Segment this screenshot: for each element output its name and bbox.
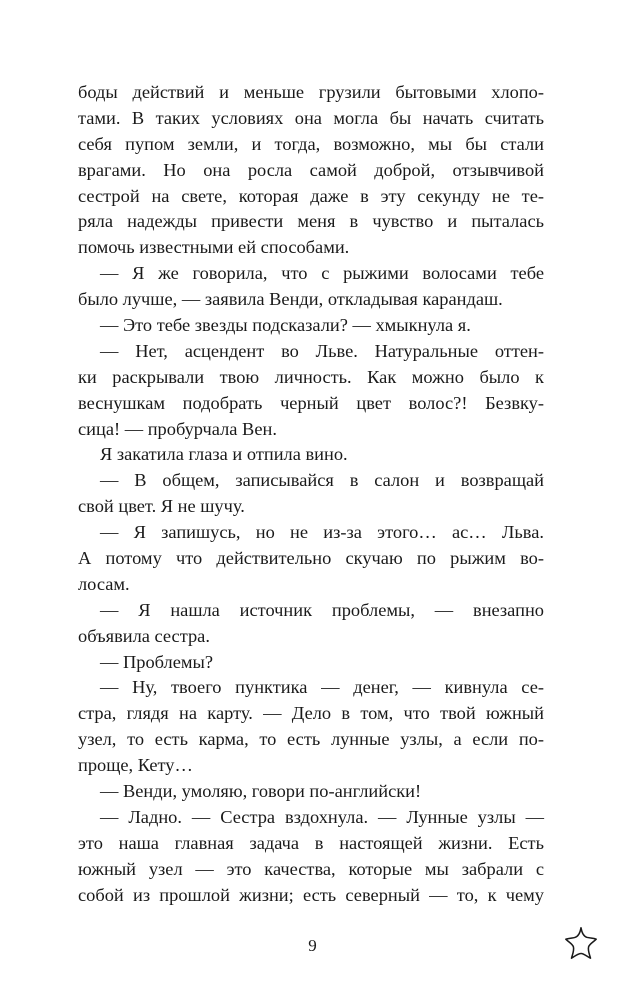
text-line: — Нет, асцендент во Льве. Натуральные оттен- [100, 340, 544, 361]
text-line: Я закатила глаза и отпила вино. [100, 444, 348, 465]
text-line: проще, Кету… [78, 755, 193, 776]
text-line: себя пупом земли, и тогда, возможно, мы бы стали [78, 133, 544, 154]
text-line: было лучше, — заявила Венди, откладывая карандаш. [78, 289, 503, 310]
text-line: тами. В таких условиях она могла бы начать считать [78, 107, 544, 128]
text-line: — Я нашла источник проблемы, — внезапно [100, 599, 544, 620]
text-line: — Венди, умоляю, говори по-английски! [100, 781, 422, 802]
text-line: — Я запишусь, но не из-за этого… ас… Льва. [100, 522, 544, 543]
text-line: свой цвет. Я не шучу. [78, 496, 245, 517]
text-line: узел, то есть карма, то есть лунные узлы, а если по- [78, 729, 544, 750]
text-line: объявила сестра. [78, 625, 210, 646]
text-line: сица! — пробурчала Вен. [78, 418, 277, 439]
text-line: это наша главная задача в настоящей жизни. Есть [78, 832, 544, 853]
text-line: лосам. [78, 573, 130, 594]
text-line: ки раскрывали твою личность. Как можно было к [78, 366, 544, 387]
page-number: 9 [308, 936, 317, 955]
text-line: — В общем, записывайся в салон и возвращай [100, 470, 544, 491]
text-line: помочь известными ей способами. [78, 237, 350, 258]
text-line: — Я же говорила, что с рыжими волосами тебе [100, 263, 544, 284]
text-line: — Это тебе звезды подсказали? — хмыкнула я. [100, 315, 471, 336]
text-line: А потому что действительно скучаю по рыжим во- [78, 548, 544, 569]
text-line: южный узел — это качества, которые мы забрали с [78, 858, 544, 879]
text-line: — Ну, твоего пунктика — денег, — кивнула се- [100, 677, 544, 698]
text-line: собой из прошлой жизни; есть северный — то, к чему [78, 884, 544, 905]
text-line: — Ладно. — Сестра вздохнула. — Лунные узлы — [100, 806, 544, 827]
text-line: боды действий и меньше грузили бытовыми хлопо- [78, 82, 544, 102]
text-line: ряла надежды привести меня в чувство и пыталась [78, 211, 544, 232]
body-text [78, 80, 544, 909]
text-line: врагами. Но она росла самой доброй, отзывчивой [78, 159, 544, 180]
text-line: веснушкам подобрать черный цвет волос?! Безвку- [78, 392, 544, 413]
star-outline-icon [562, 924, 600, 962]
text-line: стра, глядя на карту. — Дело в том, что твой южный [78, 703, 544, 724]
text-line: — Проблемы? [100, 651, 214, 672]
text-line: сестрой на свете, которая даже в эту секунду не те- [78, 185, 544, 206]
